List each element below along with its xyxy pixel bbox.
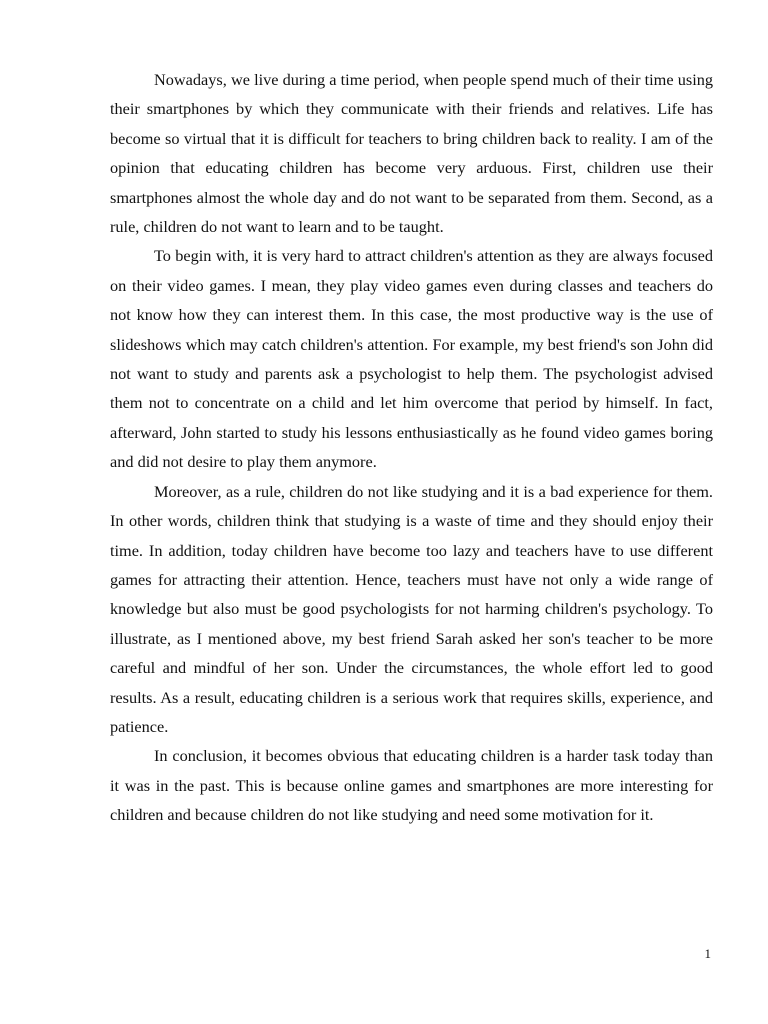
paragraph-conclusion: In conclusion, it becomes obvious that educating children is a harder task today than it was in the past. This is because online games and smartphones are more interesting for children and because children do not like studying and need some motivation for it. [110,746,713,825]
paragraph-intro: Nowadays, we live during a time period, when people spend much of their time using their smartphones by which they communicate with their friends and relatives. Life has become so virtual that it is difficult for teachers to bring children back to reality. I am of the opinion that educating children has become very arduous. First, children use their smartphones almost the whole day and do not want to be separated from them. Second, as a rule, children do not want to learn and to be taught. [110,70,713,237]
paragraph-attention: To begin with, it is very hard to attract children's attention as they are always focused on their video games. I mean, they play video games even during classes and teachers do not know how they can interest them. In this case, the most productive way is the use of slideshows which may catch children's attention. For example, my best friend's son John did not want to study and parents ask a psychologist to help them. The psychologist advised them not to concentrate on a child and let him overcome that period by himself. In fact, afterward, John started to study his lessons enthusiastically as he found video games boring and did not desire to play them anymore. [110,246,713,472]
page-number: 1 [704,946,711,961]
essay-body [110,65,713,830]
paragraph-studying: Moreover, as a rule, children do not like studying and it is a bad experience for them. In other words, children think that studying is a waste of time and they should enjoy their time. In addition, today children have become too lazy and teachers have to use different games for attracting their attention. Hence, teachers must have not only a wide range of knowledge but also must be good psychologists for not harming children's psychology. To illustrate, as I mentioned above, my best friend Sarah asked her son's teacher to be more careful and mindful of her son. Under the circumstances, the whole effort led to good results. As a result, educating children is a serious work that requires skills, experience, and patience. [110,481,713,736]
